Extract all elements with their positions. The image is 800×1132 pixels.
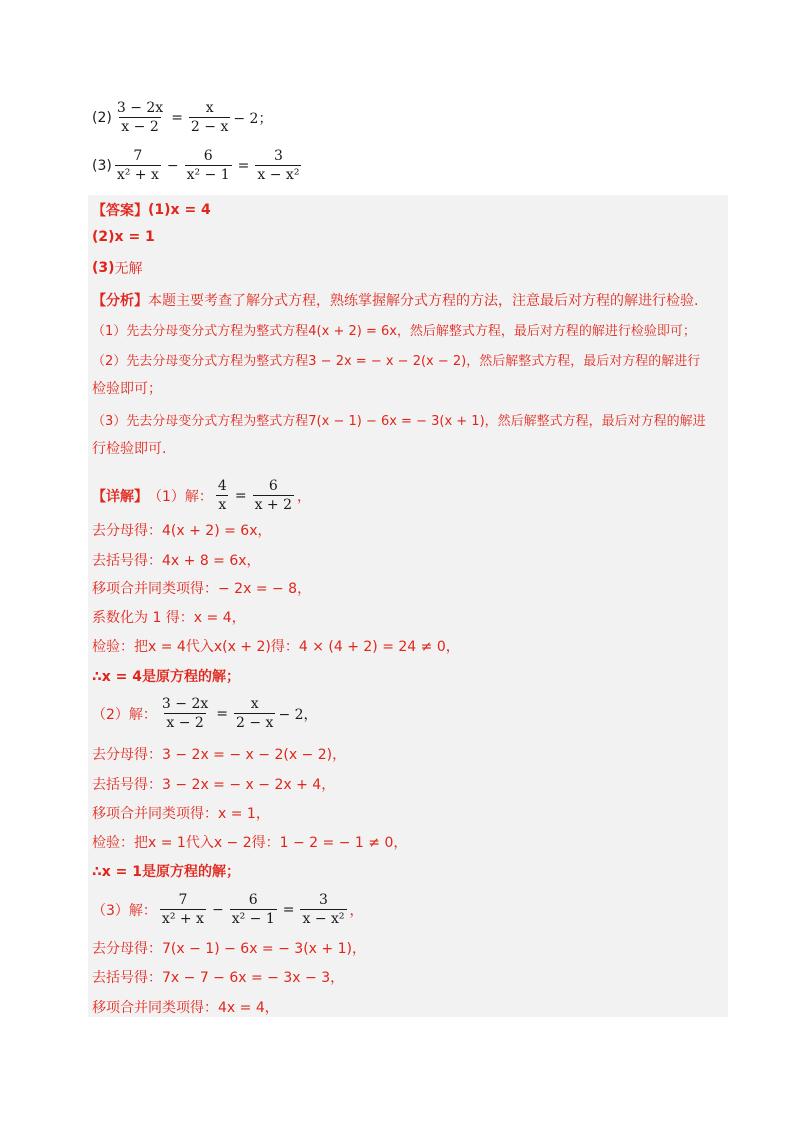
denominator: 2 − x	[236, 715, 274, 731]
detail-1-step-4: 系数化为 1 得：x = 4，	[92, 610, 246, 626]
detail-3-head	[92, 892, 364, 927]
comma: ，	[297, 488, 312, 505]
numerator: x	[205, 100, 214, 116]
analysis-step-2b: 检验即可；	[92, 381, 162, 397]
numerator: 7	[133, 148, 143, 164]
denominator: x² − 1	[231, 911, 275, 927]
denominator: x − x²	[257, 167, 300, 183]
detail-3-step-3: 移项合并同类项得：4x = 4，	[92, 1000, 279, 1016]
fraction	[189, 100, 230, 135]
numerator: 4	[217, 478, 227, 494]
fraction	[115, 100, 165, 135]
fraction	[234, 696, 275, 731]
fraction	[185, 148, 232, 183]
analysis-step-3a: （3）先去分母变分式方程为整式方程7(x − 1) − 6x = − 3(x + 1)，然后解整式方程，最后对方程的解进	[92, 414, 706, 429]
numerator: 6	[203, 148, 213, 164]
equals-sign: =	[237, 157, 250, 174]
detail-2-step-3: 移项合并同类项得：x = 1，	[92, 806, 270, 822]
answer-2: (2)x = 1	[92, 229, 155, 245]
detail-1-label: （1）解：	[148, 488, 213, 505]
numerator: x	[250, 696, 259, 712]
fraction	[300, 892, 346, 927]
fraction	[160, 892, 206, 927]
detail-2-step-5: ∴x = 1是原方程的解；	[92, 864, 240, 880]
numerator: 3	[319, 892, 328, 908]
fraction	[115, 148, 161, 183]
tail: − 2；	[233, 110, 273, 127]
minus-sign: −	[211, 901, 224, 918]
analysis-step-1: （1）先去分母变分式方程为整式方程4(x + 2) = 6x，然后解整式方程，最后对方程的解进行检验即可；	[92, 324, 696, 339]
denominator: x	[218, 497, 227, 513]
detail-1-step-5: 检验：把x = 4代入x(x + 2)得：4 × (4 + 2) = 24 ≠ 0，	[92, 639, 460, 655]
answer-tag: 【答案】	[92, 203, 148, 219]
equals-sign: =	[234, 487, 247, 504]
equals-sign: =	[282, 901, 295, 918]
denominator: x + 2	[254, 497, 293, 513]
detail-1-step-6: ∴x = 4是原方程的解；	[92, 669, 240, 685]
analysis-intro-text: 本题主要考查了解分式方程，熟练掌握解分式方程的方法，注意最后对方程的解进行检验.	[148, 293, 699, 309]
detail-1-step-3: 移项合并同类项得：− 2x = − 8，	[92, 581, 312, 597]
equals-sign: =	[171, 109, 183, 126]
detail-1-step-2: 去括号得：4x + 8 = 6x，	[92, 553, 261, 569]
detail-1-head	[92, 478, 311, 513]
detail-2-step-1: 去分母得：3 − 2x = − x − 2(x − 2)，	[92, 747, 347, 763]
answer-line-2	[92, 229, 155, 245]
fraction	[255, 148, 301, 183]
comma: ，	[349, 902, 364, 919]
detail-2-head	[92, 696, 318, 731]
analysis-step-3b: 行检验即可.	[92, 441, 167, 457]
fraction	[160, 696, 210, 731]
denominator: x − 2	[166, 715, 204, 731]
equals-sign: =	[216, 705, 228, 722]
denominator: x − 2	[121, 119, 159, 135]
numerator: 3	[273, 148, 283, 164]
problem-3	[92, 148, 304, 183]
denominator: x² − 1	[186, 167, 230, 183]
analysis-intro	[92, 290, 698, 310]
fraction	[216, 478, 229, 513]
detail-2-label: （2）解：	[92, 706, 157, 723]
numerator: 6	[248, 892, 258, 908]
detail-3-step-2: 去括号得：7x − 7 − 6x = − 3x − 3，	[92, 970, 345, 986]
denominator: x − x²	[302, 911, 345, 927]
answer-1: (1)x = 4	[148, 202, 211, 218]
problem-3-label: (3)	[92, 157, 112, 174]
numerator: 6	[268, 478, 278, 494]
analysis-step-2a: （2）先去分母变分式方程为整式方程3 − 2x = − x − 2(x − 2)，然后解整式方程，最后对方程的解进行	[92, 354, 701, 369]
detail-tag: 【详解】	[92, 488, 148, 505]
numerator: 3 − 2x	[161, 696, 209, 712]
fraction	[253, 478, 294, 513]
detail-2-step-4: 检验：把x = 1代入x − 2得：1 − 2 = − 1 ≠ 0，	[92, 835, 408, 851]
denominator: x² + x	[116, 167, 159, 183]
fraction	[230, 892, 277, 927]
problem-2-label: (2)	[92, 109, 112, 126]
tail: − 2，	[278, 706, 318, 723]
problem-2	[92, 100, 272, 135]
numerator: 7	[178, 892, 188, 908]
minus-sign: −	[166, 157, 179, 174]
denominator: x² + x	[161, 911, 204, 927]
answer-line-3	[92, 258, 143, 278]
answer-line-1	[92, 200, 211, 220]
analysis-tag: 【分析】	[92, 293, 148, 309]
denominator: 2 − x	[190, 119, 229, 135]
answer-3-text: 无解	[114, 261, 143, 277]
detail-2-step-2: 去括号得：3 − 2x = − x − 2x + 4，	[92, 777, 336, 793]
detail-3-label: （3）解：	[92, 902, 157, 919]
answer-3-label: (3)	[92, 260, 115, 276]
detail-1-step-1: 去分母得：4(x + 2) = 6x，	[92, 523, 272, 539]
numerator: 3 − 2x	[116, 100, 164, 116]
detail-3-step-1: 去分母得：7(x − 1) − 6x = − 3(x + 1)，	[92, 941, 366, 957]
